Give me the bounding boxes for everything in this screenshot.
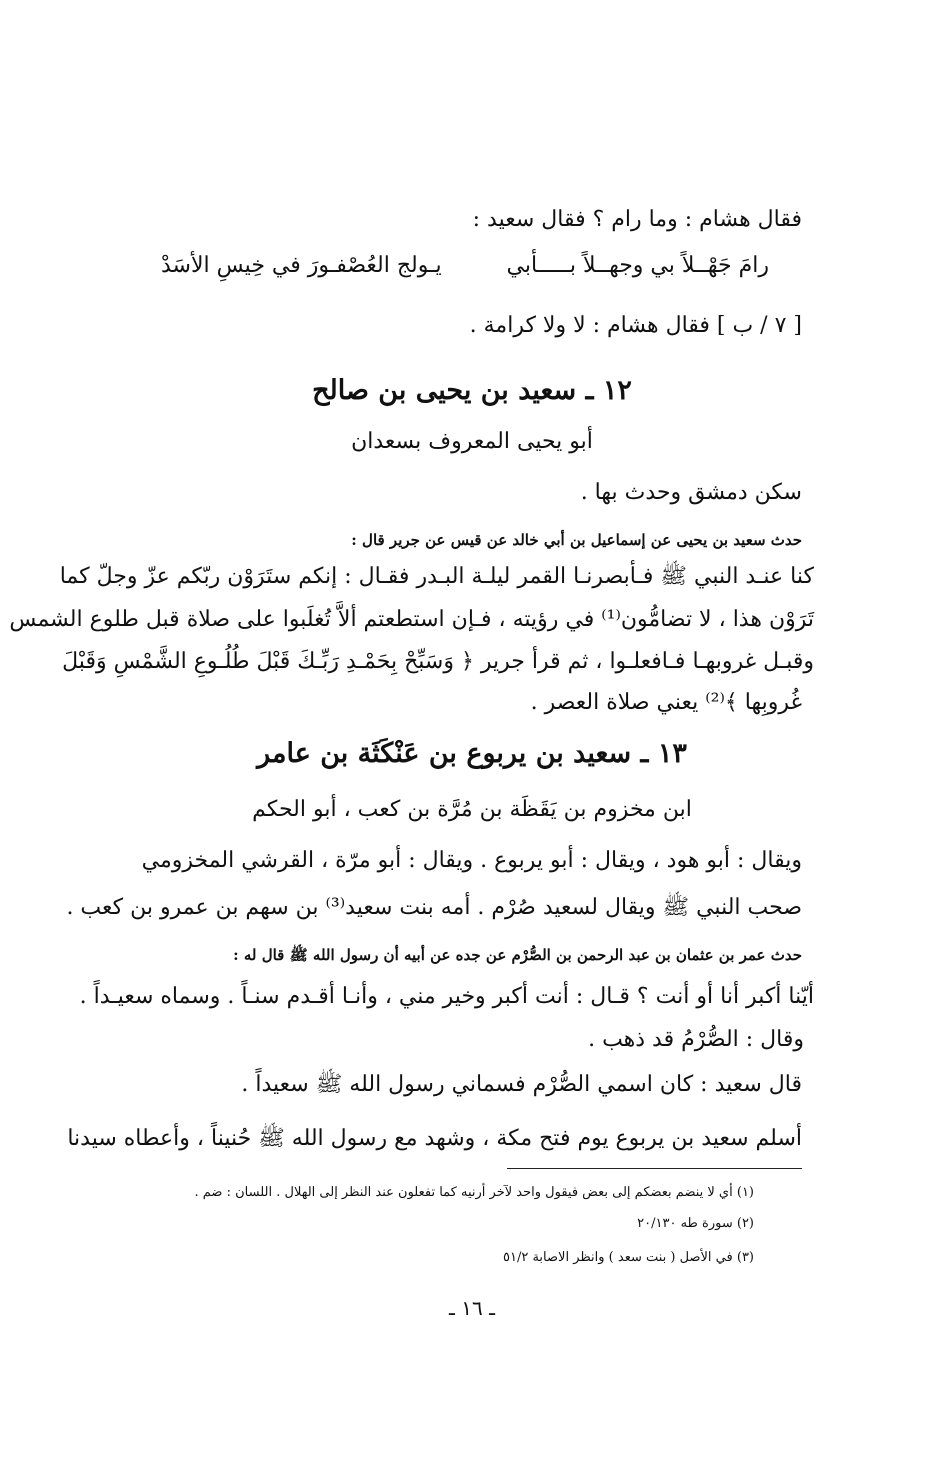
isnad-line: حدث عمر بن عثمان بن عبد الرحمن بن الصُّرْم عن جده عن أبيه أن رسول الله ﷺ قال له : xyxy=(233,946,802,964)
footnote-separator xyxy=(507,1168,802,1169)
entry-heading: ١٢ ـ سعيد بن يحيى بن صالح xyxy=(312,375,632,406)
footnote: (٣) في الأصل ( بنت سعد ) وانظر الاصابة ٥١/٢ xyxy=(502,1250,754,1265)
hadith-line: وقال : الصُّرْمُ قد ذهب . xyxy=(588,1027,804,1052)
verse-second-hemistich: يـولج العُصْفـورَ في خِيسِ الأسَدْ xyxy=(161,253,442,278)
narrative-line: فقال هشام : وما رام ؟ فقال سعيد : xyxy=(472,207,802,232)
footnote: (١) أي لا ينضم بعضكم إلى بعض فيقول واحد لآخر أرنيه كما تفعلون عند النظر إلى الهلال . اللسان : ضم . xyxy=(194,1185,754,1200)
hadith-line: غُروبِها ﴾⁽²⁾ يعني صلاة العصر . xyxy=(530,690,802,715)
lineage-line: صحب النبي ﷺ ويقال لسعيد صُرْم . أمه بنت سعيد⁽³⁾ بن سهم بن عمرو بن كعب . xyxy=(66,895,802,920)
entry-subtitle: أبو يحيى المعروف بسعدان xyxy=(351,429,593,454)
verse-first-hemistich: رامَ جَهْــلاً بي وجهــلاً بـــــأبي xyxy=(506,253,769,278)
paragraph: أسلم سعيد بن يربوع يوم فتح مكة ، وشهد مع رسول الله ﷺ حُنيناً ، وأعطاه سيدنا xyxy=(67,1126,802,1151)
lineage-line: ويقال : أبو هود ، ويقال : أبو يربوع . ويقال : أبو مرّة ، القرشي المخزومي xyxy=(141,848,802,873)
paragraph: سكن دمشق وحدث بها . xyxy=(580,480,802,505)
narrative-line: [ ٧ / ب ] فقال هشام : لا ولا كرامة . xyxy=(469,313,802,338)
hadith-line: كنا عنـد النبي ﷺ فـأبصرنـا القمر ليلـة البـدر فقـال : إنكم ستَرَوْن ربّكم عزّ وجلّ كما xyxy=(59,564,814,589)
hadith-line: تَرَوْن هذا ، لا تضامُّون⁽¹⁾ في رؤيته ، فـإن استطعتم ألاَّ تُغلَبوا على صلاة قبل طلوع الشمس xyxy=(9,607,814,632)
paragraph: قال سعيد : كان اسمي الصُّرْم فسماني رسول الله ﷺ سعيداً . xyxy=(241,1072,802,1097)
page-number: ـ ١٦ ـ xyxy=(449,1296,495,1320)
footnote: (٢) سورة طه ٢٠/١٣٠ xyxy=(637,1216,754,1231)
isnad-line: حدث سعيد بن يحيى عن إسماعيل بن أبي خالد عن قيس عن جرير قال : xyxy=(351,531,802,549)
entry-heading: ١٣ ـ سعيد بن يربوع بن عَنْكَثَة بن عامر xyxy=(257,738,687,769)
hadith-line: وقبـل غروبهـا فـافعلـوا ، ثم قرأ جرير ﴿ وَسَبِّحْ بِحَمْـدِ رَبِّـكَ قَبْلَ طُلُـوعِ الشَّمْسِ وَقَبْلَ xyxy=(62,649,814,674)
hadith-line: أيّنا أكبر أنا أو أنت ؟ قـال : أنت أكبر وخير مني ، وأنـا أقـدم سنـاً . وسماه سعيـداً . xyxy=(79,984,814,1009)
lineage-line: ابن مخزوم بن يَقَظَة بن مُرَّة بن كعب ، أبو الحكم xyxy=(252,797,692,822)
poetry-verse xyxy=(161,253,769,289)
